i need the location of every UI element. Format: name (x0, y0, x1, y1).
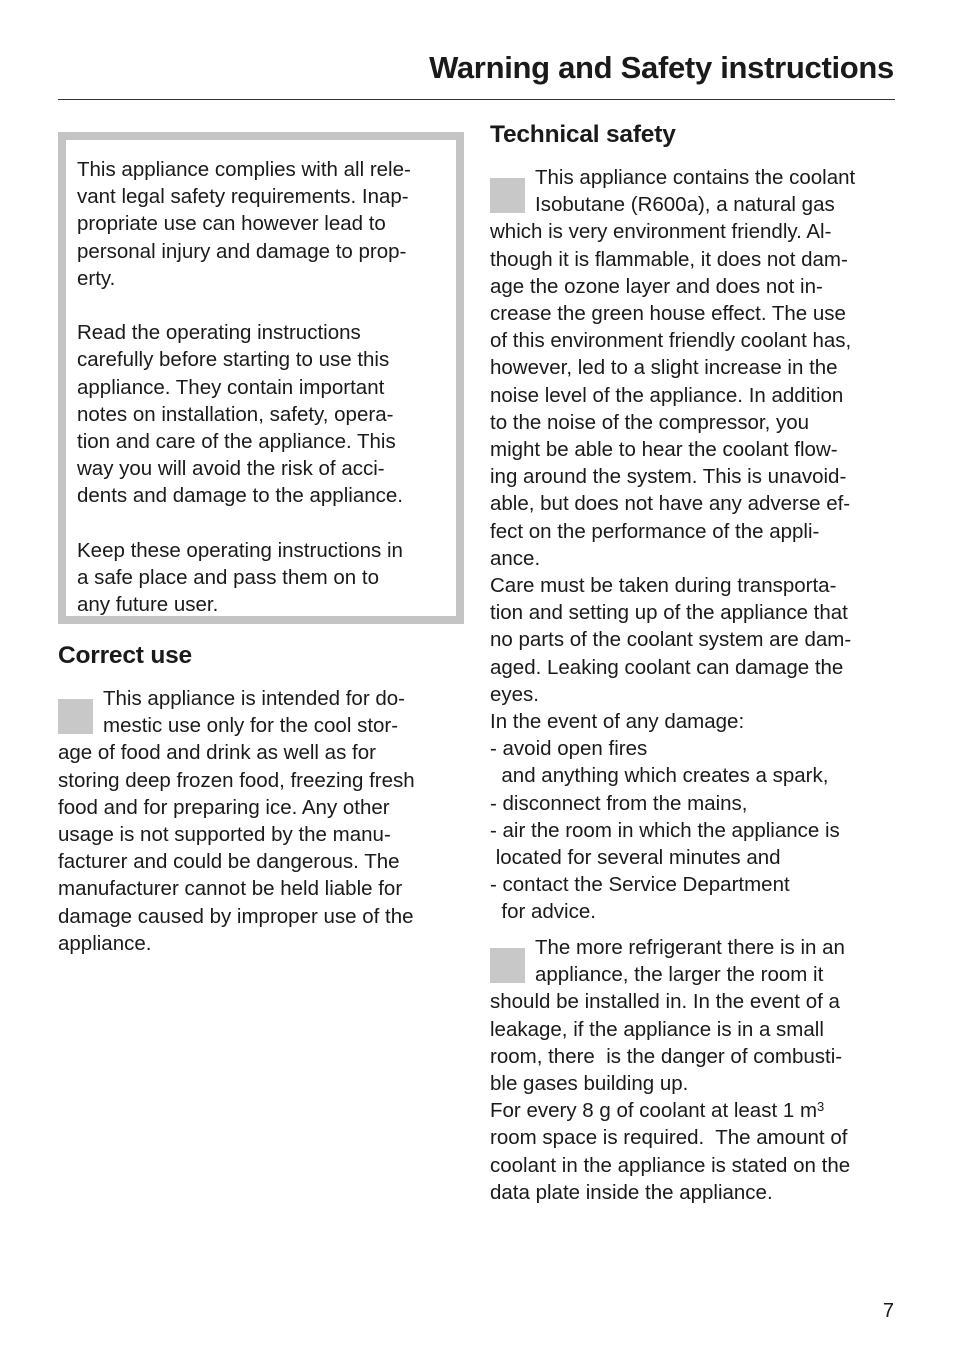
body-line: tion and setting up of the appliance that (490, 601, 848, 625)
body-line: age the ozone layer and does not in- (490, 274, 823, 298)
body-line: Isobutane (R600a), a natural gas (535, 193, 835, 217)
notice-line: appliance. They contain important (77, 375, 385, 399)
technical-safety-text-2 (490, 934, 850, 1206)
technical-safety-text-1 (490, 164, 855, 926)
body-line: should be installed in. In the event of a (490, 990, 840, 1014)
body-line: to the noise of the compressor, you (490, 410, 810, 434)
notice-line: This appliance complies with all rele- (77, 158, 411, 181)
body-line: room space is required. The amount of (490, 1126, 848, 1150)
notice-line: any future user. (77, 593, 219, 617)
notice-line: vant legal safety requirements. Inap- (77, 185, 409, 209)
notice-line: personal injury and damage to prop- (77, 239, 407, 263)
body-line: mestic use only for the cool stor- (103, 714, 399, 738)
body-line: data plate inside the appliance. (490, 1180, 773, 1204)
body-line: ble gases building up. (490, 1072, 689, 1096)
body-line: however, led to a slight increase in the (490, 356, 838, 380)
notice-line: notes on installation, safety, opera- (77, 402, 394, 426)
list-item: - air the room in which the appliance is (490, 818, 840, 842)
body-line: This appliance is intended for do- (103, 687, 405, 710)
body-line: might be able to hear the coolant flow- (490, 438, 838, 462)
body-line: eyes. (490, 682, 539, 706)
body-line: food and for preparing ice. Any other (58, 795, 390, 819)
list-item: - disconnect from the mains, (490, 791, 748, 815)
body-line: fect on the performance of the appli- (490, 519, 820, 543)
body-line: ance. (490, 546, 541, 570)
body-line: usage is not supported by the manu- (58, 823, 391, 847)
body-line: age of food and drink as well as for (58, 741, 376, 765)
list-item: - contact the Service Department (490, 873, 790, 897)
list-item: and anything which creates a spark, (490, 764, 829, 788)
paragraph-gap (77, 292, 456, 319)
notice-line: erty. (77, 266, 116, 290)
notice-line: Keep these operating instructions in (77, 538, 403, 562)
page-number: 7 (882, 1300, 894, 1322)
list-item: - avoid open fires (490, 737, 648, 761)
body-line: crease the green house effect. The use (490, 302, 846, 326)
title-divider (58, 99, 895, 100)
superscript-exponent: 3 (817, 1099, 825, 1115)
list-item: for advice. (490, 900, 596, 924)
body-line: Care must be taken during transporta- (490, 574, 837, 598)
body-line: which is very environment friendly. Al- (490, 220, 832, 244)
body-line: leakage, if the appliance is in a small (490, 1017, 824, 1041)
notice-line: a safe place and pass them on to (77, 566, 380, 590)
notice-line: dents and damage to the appliance. (77, 484, 403, 508)
body-line: damage caused by improper use of the (58, 904, 414, 928)
body-line: manufacturer cannot be held liable for (58, 877, 403, 901)
body-line: of this environment friendly coolant has, (490, 329, 852, 353)
paragraph-gap (77, 510, 456, 537)
body-line: This appliance contains the coolant (535, 166, 856, 189)
technical-safety-heading: Technical safety (490, 121, 676, 148)
body-line: no parts of the coolant system are dam- (490, 628, 852, 652)
body-line: appliance. (58, 931, 152, 955)
list-item: located for several minutes and (490, 846, 781, 870)
page-title: Warning and Safety instructions (429, 50, 894, 85)
body-line: storing deep frozen food, freezing fresh (58, 768, 415, 792)
body-line: though it is flammable, it does not dam- (490, 247, 848, 271)
body-line: noise level of the appliance. In addition (490, 383, 844, 407)
correct-use-heading: Correct use (58, 642, 192, 669)
volume-requirement-line (490, 1097, 850, 1124)
correct-use-text (58, 685, 415, 957)
body-line: In the event of any damage: (490, 710, 745, 734)
notice-line: Read the operating instructions (77, 321, 361, 345)
body-line: coolant in the appliance is stated on the (490, 1153, 851, 1177)
body-line: aged. Leaking coolant can damage the (490, 655, 844, 679)
safety-notice-box (58, 132, 464, 624)
notice-line: carefully before starting to use this (77, 348, 390, 372)
body-line: room, there is the danger of combusti- (490, 1044, 843, 1068)
body-line: The more refrigerant there is in an (535, 936, 845, 959)
body-line: facturer and could be dangerous. The (58, 850, 400, 874)
body-line: able, but does not have any adverse ef- (490, 492, 851, 516)
body-line: appliance, the larger the room it (535, 963, 824, 987)
notice-line: tion and care of the appliance. This (77, 430, 396, 454)
notice-line: propriate use can however lead to (77, 212, 386, 236)
body-line: ing around the system. This is unavoid- (490, 465, 847, 489)
notice-line: way you will avoid the risk of acci- (77, 457, 385, 481)
volume-requirement-text: For every 8 g of coolant at least 1 m (490, 1099, 818, 1123)
